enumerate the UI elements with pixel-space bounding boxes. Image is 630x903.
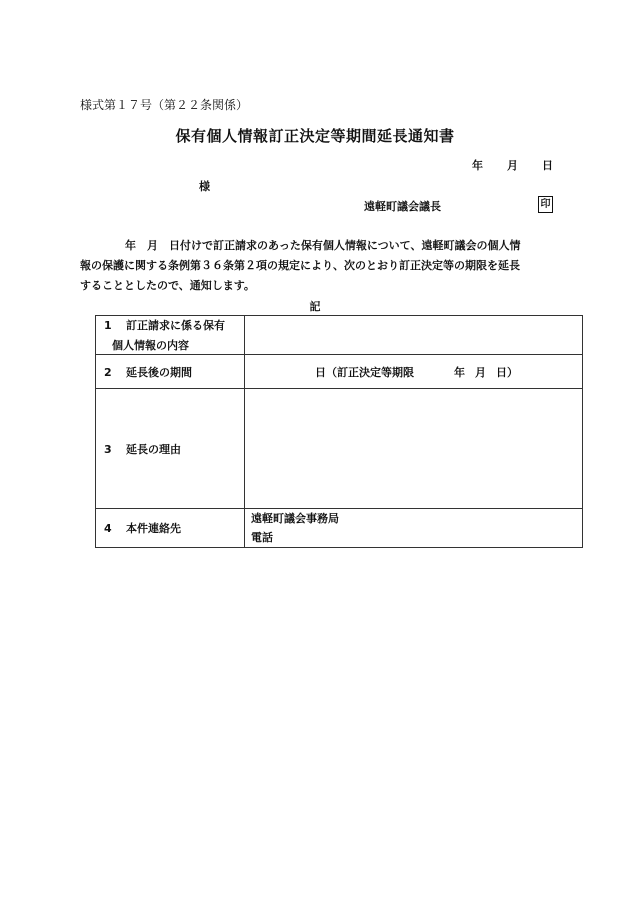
contact-office: 遠軽町議会事務局 [251,512,339,525]
date-year: 年 [472,159,483,172]
contact-phone: 電話 [251,531,273,544]
addressee-suffix: 様 [199,180,210,193]
table-row [96,509,583,548]
issuer-name: 遠軽町議会議長 [364,200,441,213]
form-number: 様式第１７号（第２２条関係） [80,98,249,112]
notice-table [95,315,583,548]
row1-value[interactable] [245,316,583,355]
row4-label: 4 本件連絡先 [96,509,245,548]
row3-value[interactable] [245,389,583,509]
seal-mark: 印 [538,196,553,213]
notice-body [80,236,560,296]
date-month: 月 [507,159,518,172]
table-row [96,389,583,509]
body-line-2: 報の保護に関する条例第３６条第２項の規定により、次のとおり訂正決定等の期限を延長 [80,259,520,272]
body-line-1: 年 月 日付けで訂正請求のあった保有個人情報について、遠軽町議会の個人情 [125,239,521,252]
row4-value[interactable] [245,509,583,548]
row2-value[interactable]: 日（訂正決定等期限 年 月 日） [245,355,583,389]
body-line-3: することとしたので、通知します。 [80,279,255,292]
document-title: 保有個人情報訂正決定等期間延長通知書 [175,127,455,145]
table-row [96,316,583,355]
ki-heading: 記 [309,300,321,313]
row3-label: 3 延長の理由 [96,389,245,509]
row1-label: 1 訂正請求に係る保有 個人情報の内容 [96,316,245,355]
date-day: 日 [542,159,553,172]
table-row [96,355,583,389]
row2-label: 2 延長後の期間 [96,355,245,389]
